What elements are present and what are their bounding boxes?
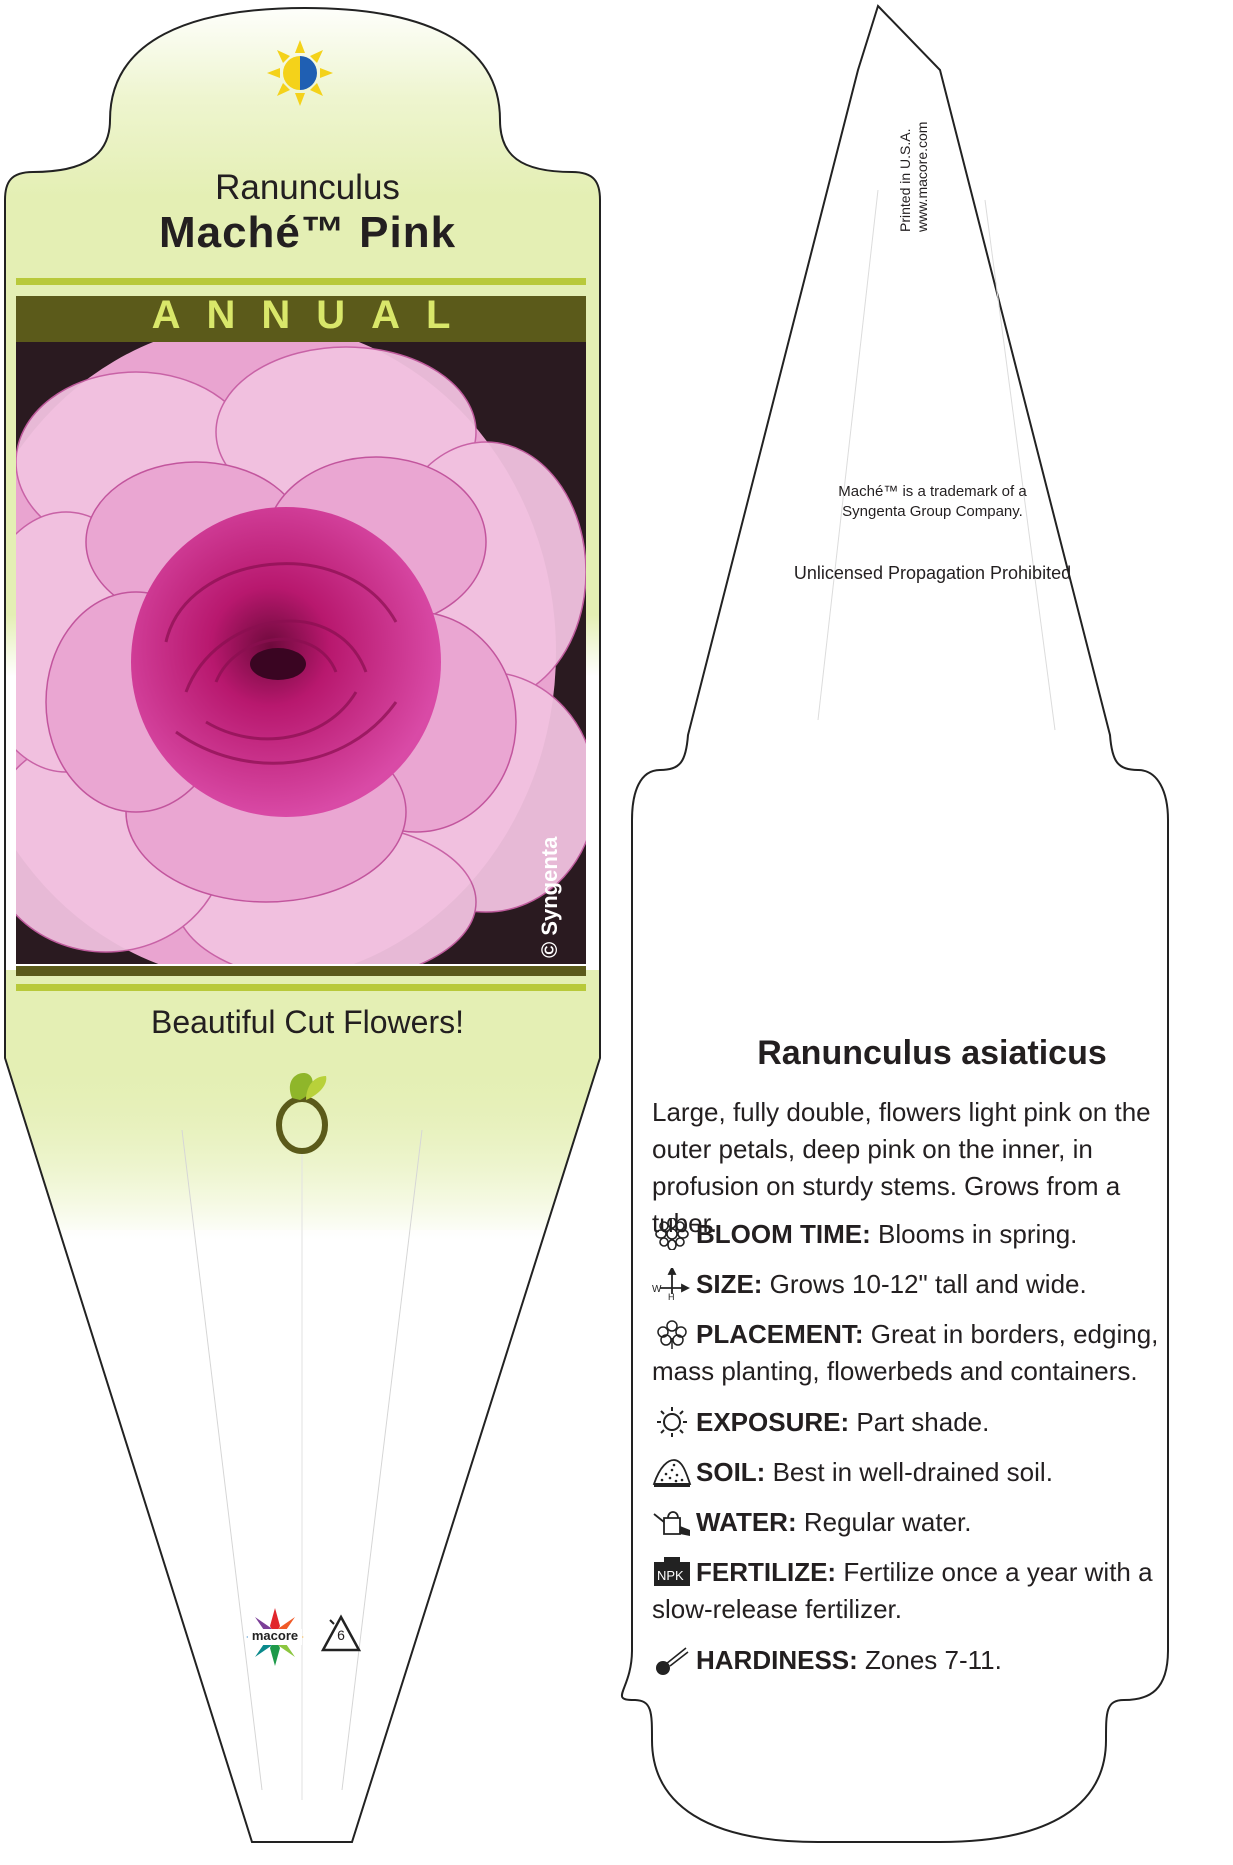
brand-name: macore bbox=[251, 1628, 299, 1643]
sun-half-icon bbox=[265, 38, 335, 108]
watering-can-icon bbox=[652, 1506, 692, 1538]
trademark-line-1: Maché™ is a trademark of a bbox=[838, 483, 1027, 500]
stripe-bottom bbox=[16, 984, 586, 991]
printed-note bbox=[897, 122, 931, 232]
website: www.macore.com bbox=[914, 121, 930, 232]
trademark-note bbox=[735, 482, 1130, 522]
care-text: Regular water. bbox=[796, 1507, 972, 1537]
placement-icon bbox=[652, 1318, 692, 1350]
care-size bbox=[652, 1266, 1182, 1303]
care-text: Best in well-drained soil. bbox=[765, 1457, 1053, 1487]
care-fertilize bbox=[652, 1554, 1182, 1628]
care-text: Blooms in spring. bbox=[870, 1219, 1078, 1249]
thermometer-icon bbox=[652, 1644, 692, 1676]
care-text: Part shade. bbox=[849, 1407, 990, 1437]
care-label: BLOOM TIME: bbox=[696, 1219, 871, 1249]
care-bloom-time bbox=[652, 1216, 1182, 1253]
npk-icon bbox=[652, 1556, 692, 1588]
trademark-line-2: Syngenta Group Company. bbox=[842, 503, 1023, 520]
care-text: Fertilize once a year with a slow-release fertilizer. bbox=[652, 1557, 1153, 1624]
care-placement bbox=[652, 1316, 1182, 1390]
plant-variety-name: Maché™ Pink bbox=[158, 208, 457, 257]
care-label: EXPOSURE: bbox=[696, 1407, 850, 1437]
species-name: Ranunculus asiaticus bbox=[757, 1034, 1107, 1072]
care-text: Zones 7-11. bbox=[857, 1645, 1002, 1675]
category-label: ANNUAL bbox=[151, 293, 477, 337]
sun-icon bbox=[652, 1406, 692, 1438]
care-text: Great in borders, edging, mass planting, flowerbeds and containers. bbox=[652, 1319, 1159, 1386]
printed-in: Printed in U.S.A. bbox=[897, 128, 913, 232]
care-label: HARDINESS: bbox=[696, 1645, 858, 1675]
photo-credit: © Syngenta bbox=[537, 836, 562, 958]
plant-genus: Ranunculus bbox=[215, 168, 400, 207]
svg-text:NPK: NPK bbox=[657, 1568, 684, 1583]
care-label: SIZE: bbox=[696, 1269, 763, 1299]
care-exposure bbox=[652, 1404, 1182, 1441]
care-label: SOIL: bbox=[696, 1457, 766, 1487]
care-label: PLACEMENT: bbox=[696, 1319, 864, 1349]
care-water bbox=[652, 1504, 1182, 1541]
svg-text:W: W bbox=[652, 1284, 662, 1295]
unlicensed-note: Unlicensed Propagation Prohibited bbox=[793, 563, 1072, 583]
care-label: WATER: bbox=[696, 1507, 797, 1537]
care-hardiness bbox=[652, 1642, 1182, 1679]
flower-icon bbox=[652, 1218, 692, 1250]
plant-description: Large, fully double, flowers light pink on the outer petals, deep pink on the inner, in profusion on sturdy stems. Grows from a tuber. bbox=[652, 1097, 1151, 1238]
stripe-top bbox=[16, 278, 586, 285]
care-label: FERTILIZE: bbox=[696, 1557, 837, 1587]
care-text: Grows 10-12" tall and wide. bbox=[762, 1269, 1087, 1299]
svg-text:H: H bbox=[668, 1292, 675, 1300]
soil-icon bbox=[652, 1456, 692, 1488]
size-icon bbox=[652, 1268, 692, 1300]
recycle-code: 6 bbox=[337, 1627, 345, 1643]
sprout-icon bbox=[270, 1070, 334, 1154]
band-bottom bbox=[16, 966, 586, 976]
care-soil bbox=[652, 1454, 1182, 1491]
tagline: Beautiful Cut Flowers! bbox=[150, 1004, 464, 1040]
flower-photo bbox=[16, 342, 586, 964]
